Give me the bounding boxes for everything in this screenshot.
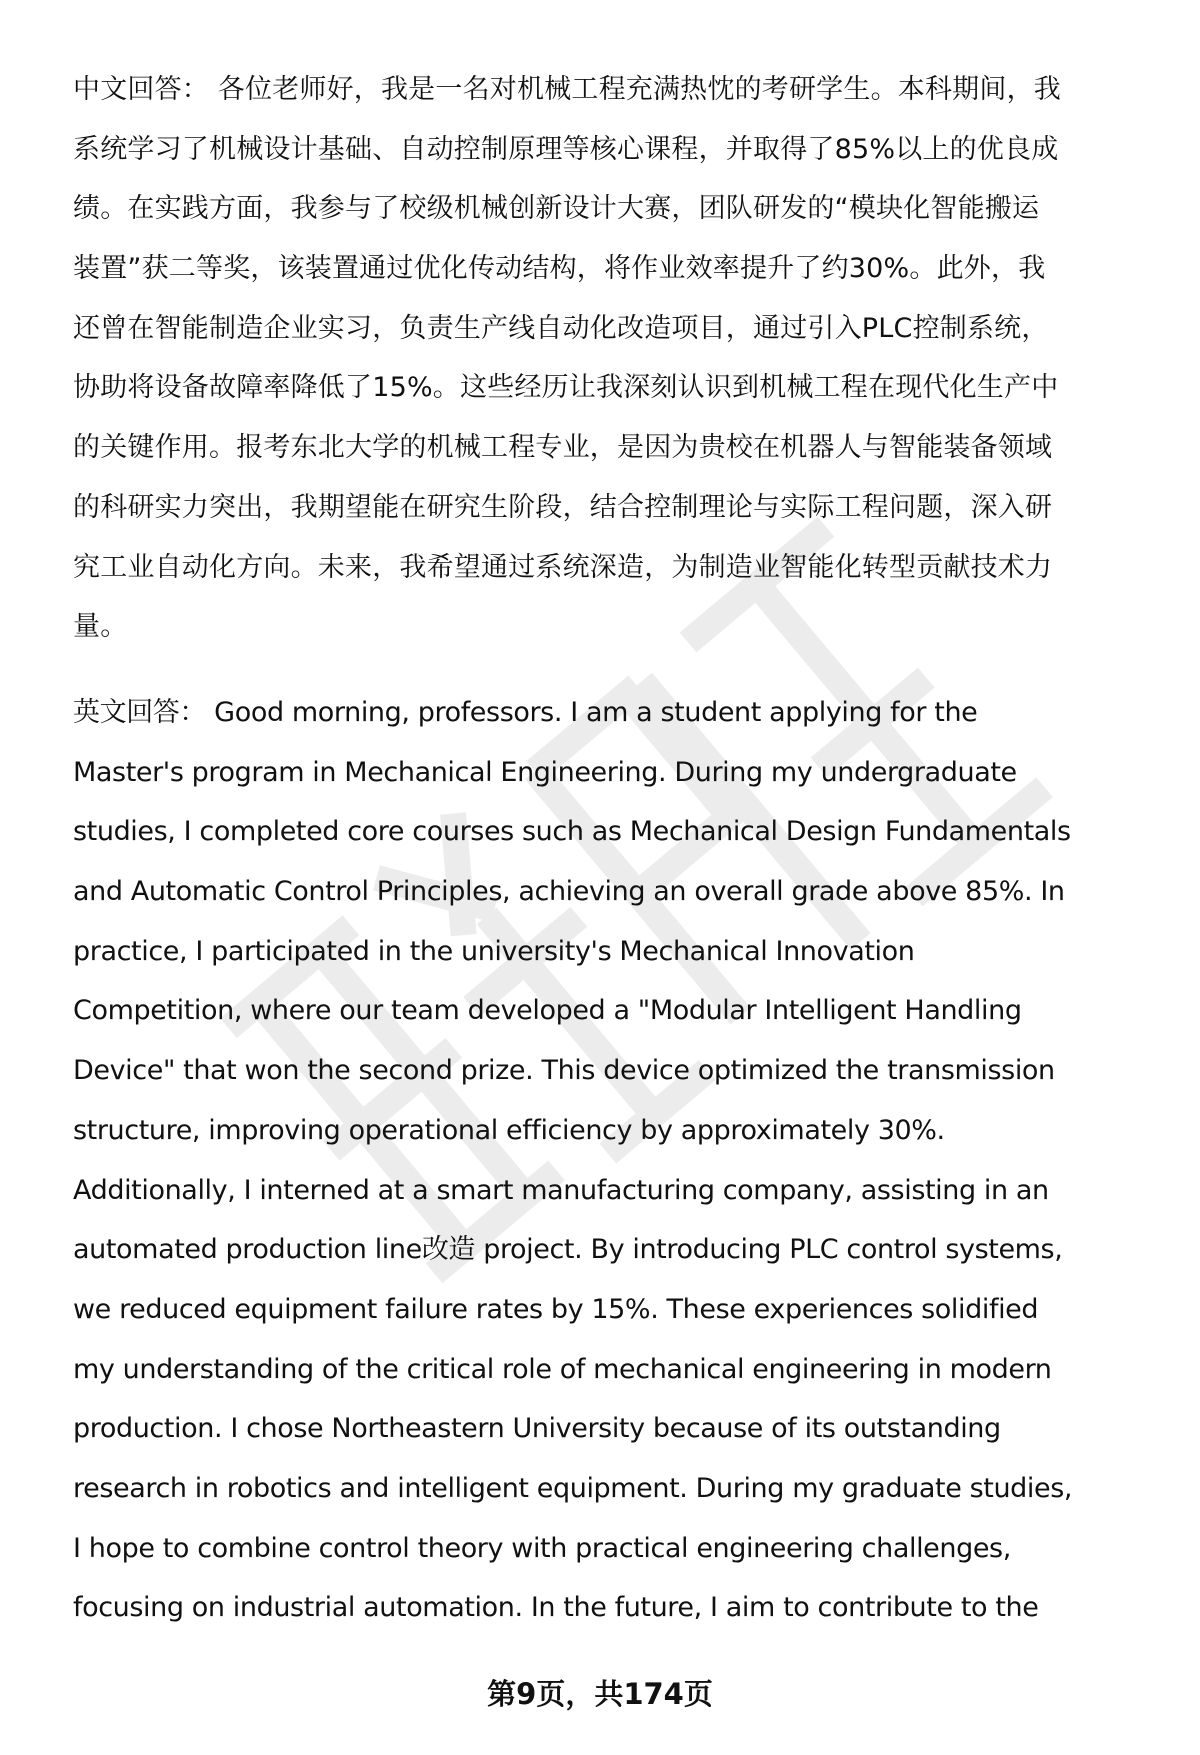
text-line: 系统学习了机械设计基础、自动控制原理等核心课程，并取得了85%以上的优良成 <box>73 133 1059 165</box>
text-line: 协助将设备故障率降低了15%。这些经历让我深刻认识到机械工程在现代化生产中 <box>73 372 1059 404</box>
text-line: Additionally, I interned at a smart manufacturing company, assisting in an <box>73 1174 1049 1206</box>
text-line: 装置”获二等奖，该装置通过优化传动结构，将作业效率提升了约30%。此外，我 <box>73 253 1046 285</box>
text-line: 量。 <box>73 611 128 643</box>
text-line: and Automatic Control Principles, achieving an overall grade above 85%. In <box>73 876 1065 908</box>
text-line: structure, improving operational efficiency by approximately 30%. <box>73 1114 945 1146</box>
text-line: production. I chose Northeastern University because of its outstanding <box>73 1413 1001 1445</box>
chinese-answer-paragraph <box>73 60 1163 657</box>
text-line: 中文回答： 各位老师好，我是一名对机械工程充满热忱的考研学生。本科期间，我 <box>73 74 1061 105</box>
text-line: studies, I completed core courses such as Mechanical Design Fundamentals <box>73 816 1071 848</box>
text-line: automated production line改造 project. By introducing PLC control systems, <box>73 1234 1063 1266</box>
text-line: Master's program in Mechanical Engineering. During my undergraduate <box>73 756 1017 788</box>
text-line: 的关键作用。报考东北大学的机械工程专业，是因为贵校在机器人与智能装备领域 <box>73 432 1053 464</box>
text-line: my understanding of the critical role of mechanical engineering in modern <box>73 1353 1052 1385</box>
text-line: we reduced equipment failure rates by 15%. These experiences solidified <box>73 1293 1039 1325</box>
page-number: 第9页，共174页 <box>487 1677 713 1711</box>
text-line: 英文回答： Good morning, professors. I am a student applying for the <box>73 697 978 728</box>
text-line: 绩。在实践方面，我参与了校级机械创新设计大赛，团队研发的“模块化智能搬运 <box>73 193 1040 225</box>
text-line: Device" that won the second prize. This device optimized the transmission <box>73 1055 1055 1087</box>
text-line: I hope to combine control theory with practical engineering challenges, <box>73 1532 1011 1564</box>
english-answer-paragraph <box>73 683 1163 1638</box>
text-line: 究工业自动化方向。未来，我希望通过系统深造，为制造业智能化转型贡献技术力 <box>73 551 1053 583</box>
text-line: 还曾在智能制造企业实习，负责生产线自动化改造项目，通过引入PLC控制系统， <box>73 312 1049 344</box>
text-line: research in robotics and intelligent equipment. During my graduate studies, <box>73 1472 1073 1504</box>
text-line: practice, I participated in the university's Mechanical Innovation <box>73 935 915 967</box>
text-line: focusing on industrial automation. In the future, I aim to contribute to the <box>73 1592 1039 1624</box>
text-line: Competition, where our team developed a "Modular Intelligent Handling <box>73 995 1022 1027</box>
text-line: 的科研实力突出，我期望能在研究生阶段，结合控制理论与实际工程问题，深入研 <box>73 491 1053 523</box>
